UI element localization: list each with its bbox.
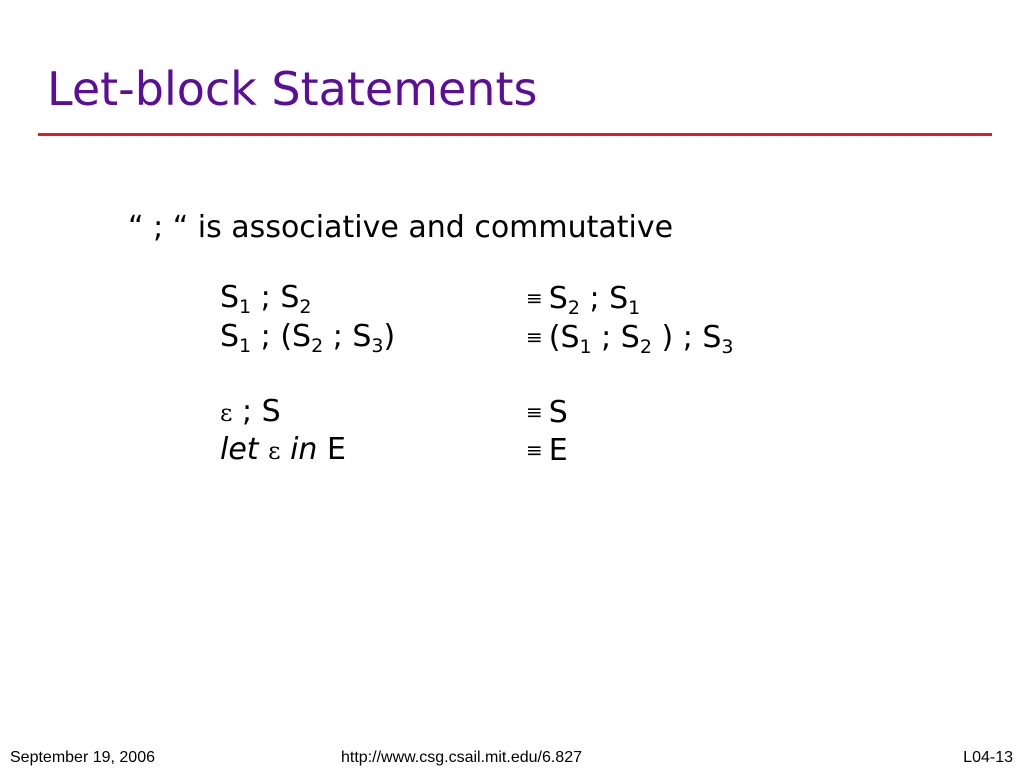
equation-rhs: ≡ $S_2$ ; $S_1$ xyxy=(526,281,641,319)
footer-page-number: L04-13 xyxy=(963,749,1013,766)
equation-lhs: $S_1$ ; $S_2$ xyxy=(220,280,312,318)
equation-commutative xyxy=(220,278,920,318)
keyword-let: let xyxy=(220,432,259,467)
equivalence-symbol: ≡ xyxy=(526,325,543,349)
slide-title: Let-block Statements xyxy=(47,62,538,116)
epsilon-symbol: ε xyxy=(268,437,281,465)
footer-url: http://www.csg.csail.mit.edu/6.827 xyxy=(341,749,582,766)
equation-empty-let xyxy=(220,430,920,470)
footer-date: September 19, 2006 xyxy=(10,749,155,766)
equation-lhs: ε ; S xyxy=(220,394,281,429)
equation-rhs: ≡ S xyxy=(526,395,568,430)
equation-rhs: ≡ E xyxy=(526,433,568,468)
title-divider xyxy=(38,133,992,136)
equation-empty-seq xyxy=(220,392,920,432)
equation-lhs: let ε in E xyxy=(220,432,346,467)
equation-lhs: $S_1$ ; ($S_2$ ; $S_3$) xyxy=(220,319,396,357)
keyword-in: in xyxy=(290,432,318,467)
intro-statement: “ ; “ is associative and commutative xyxy=(128,210,674,245)
epsilon-symbol: ε xyxy=(220,399,233,427)
equation-rhs: ≡ ($S_1$ ; $S_2$ ) ; $S_3$ xyxy=(526,320,734,358)
equivalence-symbol: ≡ xyxy=(526,438,543,462)
equation-associative xyxy=(220,317,920,357)
equivalence-symbol: ≡ xyxy=(526,400,543,424)
equivalence-symbol: ≡ xyxy=(526,286,543,310)
